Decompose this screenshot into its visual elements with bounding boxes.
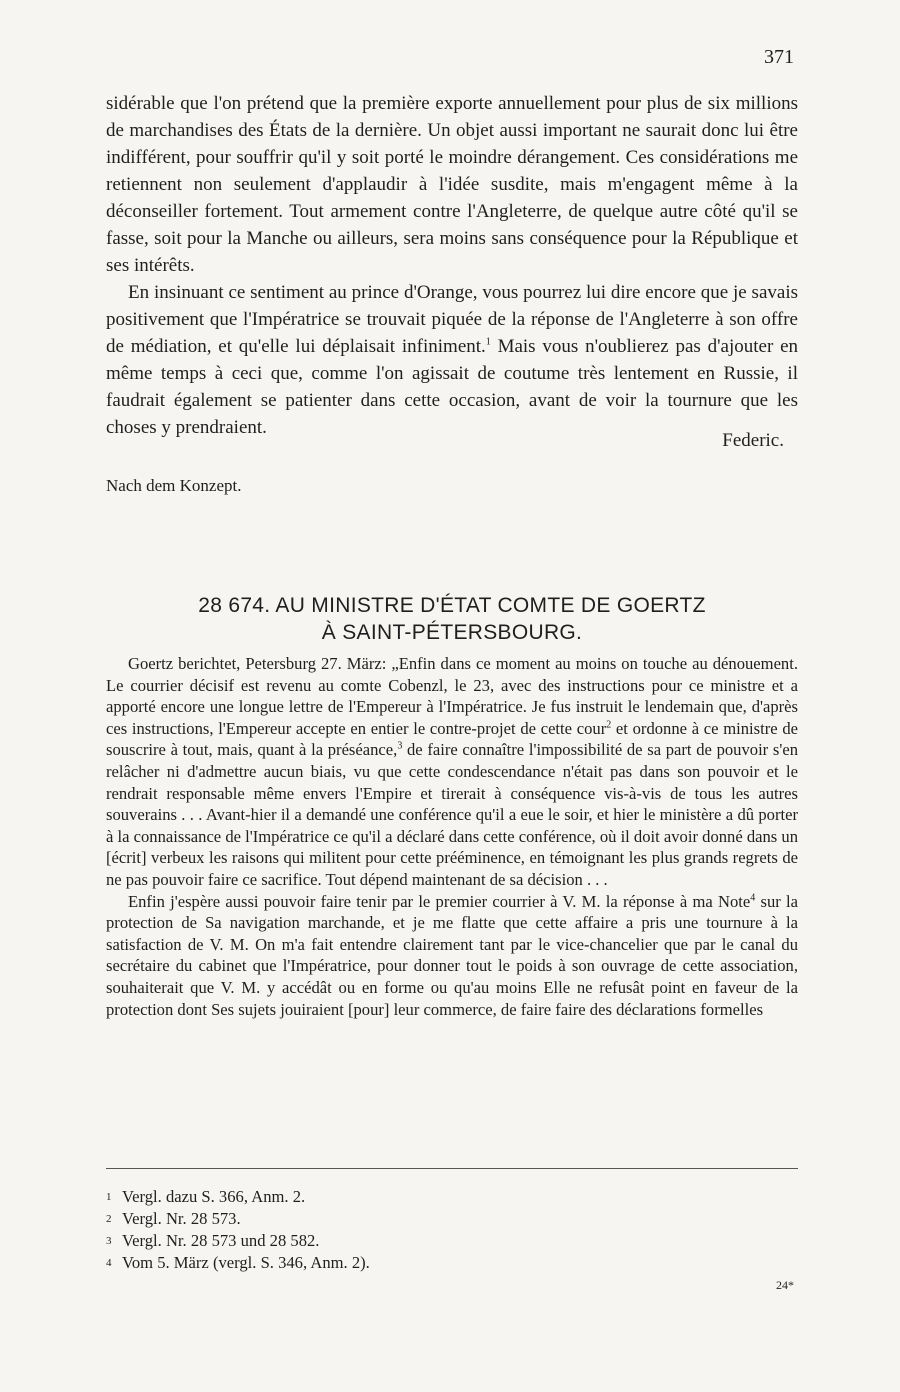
signature: Federic. <box>722 430 784 451</box>
page-number: 371 <box>764 46 794 68</box>
footnote <box>106 1230 798 1252</box>
footnote-reference: 2 <box>606 719 612 731</box>
paragraph-text: et ordonne à ce ministre de souscrire à tout, mais, quant à la préséance, <box>106 718 798 760</box>
paragraph-text: En insinuant ce sentiment au prince d'Orange, vous pourrez lui dire encore que je savais positivement que l'Impératrice se trouvait piquée de la réponse de l'Angleterre à son offre de médiation, et qu'elle lui déplaisait infiniment. <box>106 282 798 357</box>
paragraph-text: Enfin j'espère aussi pouvoir faire tenir par le premier courrier à V. M. la réponse à ma Note <box>128 891 751 911</box>
footnote-text: Vergl. Nr. 28 573. <box>122 1209 241 1228</box>
footnote <box>106 1252 798 1274</box>
paragraph-text: Goertz berichtet, Petersburg 27. März: „Enfin dans ce moment au moins on touche au dénouement. Le courrier décisif est revenu au comte Cobenzl, le 23, avec des instructions pour ce ministre et a apporté encore une longue lettre de l'Empereur à l'Impératrice. Je fus instruit le lendemain que, d'après ces instructions, l'Empereur accepte en entier le contre-projet de cette cour <box>106 654 798 738</box>
paragraph-text: Mais vous n'oublierez pas d'ajouter en même temps à ceci que, comme l'on agissait de coutume très lentement en Russie, il faudrait également se patienter dans cette occasion, avant de voir la tournure que les choses y prendraient. <box>106 336 798 438</box>
paragraph: sidérable que l'on prétend que la première exporte annuellement pour plus de six millions de marchandises des États de la dernière. Un objet aussi important ne saurait donc lui être indifférent, pour souffrir qu'il y soit porté le moindre dérangement. Ces considérations me retiennent non seulement d'applaudir à l'idée susdite, mais m'engagent même à la déconseiller fortement. Tout armement contre l'Angleterre, de quelque autre côté qu'il se fasse, soit pour la Manche ou ailleurs, sera moins sans conséquence pour la République et ses intérêts. <box>106 93 798 276</box>
letter-continuation <box>106 90 798 499</box>
footnote-mark: 1 <box>106 1191 112 1203</box>
paragraph <box>106 279 798 441</box>
footnotes <box>106 1186 798 1274</box>
footnote-text: Vergl. Nr. 28 573 und 28 582. <box>122 1231 320 1250</box>
footnote-mark: 4 <box>106 1257 112 1269</box>
printer-signature-mark: 24* <box>776 1278 794 1292</box>
paragraph-text: sur la protection de Sa navigation marchande, et je me flatte que cette affaire a pris une tournure à la satisfaction de V. M. On m'a fait entendre clairement tant par le vice-chancelier que par le canal du secrétaire du cabinet que l'Impératrice, pour donner tout le poids à son ouvrage de cette association, souhaiterait que V. M. y accédât ou en forme ou qu'au moins Elle ne refusât point en faveur de la protection dont Ses sujets jouiraient [pour] leur commerce, de faire faire des déclarations formelles <box>106 891 798 1019</box>
footnote-mark: 2 <box>106 1213 112 1225</box>
paragraph-text: de faire connaître l'impossibilité de sa part de pouvoir s'en relâcher ni d'admettre aucun biais, vu que cette condescendance n'était pas dans son pouvoir et le rendrait responsable même envers l'Empire et tirerait à conséquence vis-à-vis de tous les autres souverains . . . Avant-hier il a demandé une conférence qu'il a eue le soir, et hier le ministère a dû porter à la connaissance de l'Impératrice ce qu'il a déclaré dans cette conférence, où il doit avoir donné dans un [écrit] verbeux les raisons qui militent pour cette prééminence, en témoignant les plus grands regrets de ne pas pouvoir faire ce sacrifice. Tout dépend maintenant de sa décision . . . <box>106 740 799 889</box>
footnote-reference: 1 <box>485 336 491 348</box>
footnote-text: Vom 5. März (vergl. S. 346, Anm. 2). <box>122 1253 370 1272</box>
paragraph <box>106 653 798 891</box>
footnote-reference: 3 <box>397 740 403 752</box>
heading-line: 28 674. AU MINISTRE D'ÉTAT COMTE DE GOERTZ <box>198 594 706 617</box>
footnote <box>106 1186 798 1208</box>
footnote-divider <box>106 1168 798 1169</box>
source-note: Nach dem Konzept. <box>106 476 242 495</box>
document-heading <box>106 592 798 646</box>
footnote <box>106 1208 798 1230</box>
heading-line: À SAINT-PÉTERSBOURG. <box>321 621 583 644</box>
paragraph <box>106 891 798 1021</box>
footnote-reference: 4 <box>750 892 756 903</box>
report-text <box>106 653 798 1020</box>
footnote-text: Vergl. dazu S. 366, Anm. 2. <box>122 1187 306 1206</box>
footnote-mark: 3 <box>106 1235 112 1247</box>
